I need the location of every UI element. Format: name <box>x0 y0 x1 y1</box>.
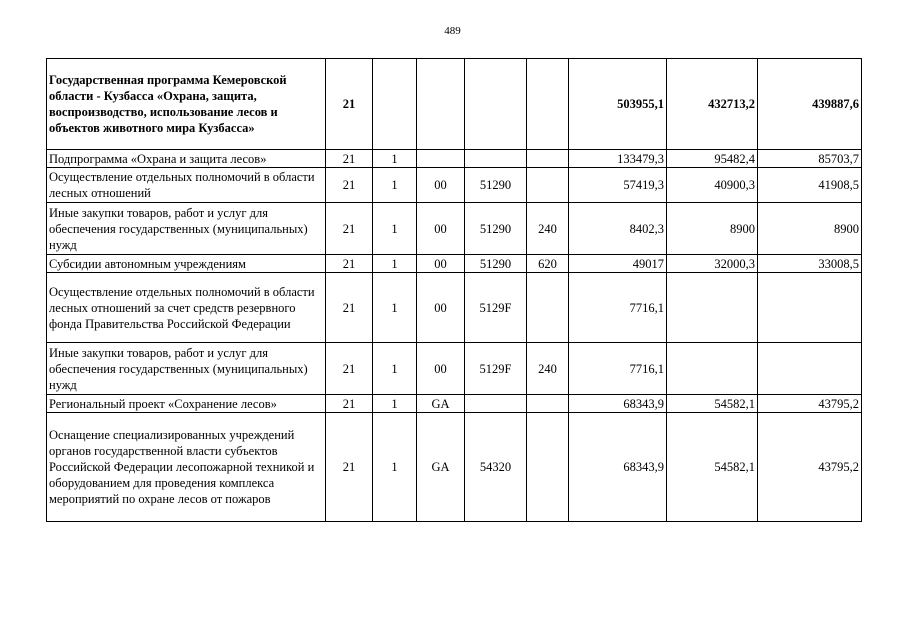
code-cell <box>465 59 527 150</box>
amount-cell: 40900,3 <box>667 168 758 203</box>
code-cell: 21 <box>326 203 373 255</box>
row-name: Оснащение специализированных учреждений органов государственной власти субъектов Российской Федерации лесопожарной техникой и оборудованием для проведения комплекса мероприятий по охране лесов от пожаров <box>47 413 326 522</box>
code-cell: 21 <box>326 395 373 413</box>
table-row <box>47 255 862 273</box>
code-cell: 1 <box>373 150 417 168</box>
row-name: Подпрограмма «Охрана и защита лесов» <box>47 150 326 168</box>
table-row <box>47 168 862 203</box>
amount-cell: 57419,3 <box>569 168 667 203</box>
amount-cell: 33008,5 <box>758 255 862 273</box>
row-name: Государственная программа Кемеровской области - Кузбасса «Охрана, защита, воспроизводство, использование лесов и объектов животного мира Кузбасса» <box>47 59 326 150</box>
code-cell: 51290 <box>465 255 527 273</box>
amount-cell: 68343,9 <box>569 395 667 413</box>
code-cell: 1 <box>373 273 417 343</box>
code-cell: 00 <box>417 168 465 203</box>
row-name: Осуществление отдельных полномочий в области лесных отношений за счет средств резервного фонда Правительства Российской Федерации <box>47 273 326 343</box>
amount-cell: 8900 <box>758 203 862 255</box>
row-name: Региональный проект «Сохранение лесов» <box>47 395 326 413</box>
amount-cell: 8900 <box>667 203 758 255</box>
table-row <box>47 343 862 395</box>
code-cell: 21 <box>326 255 373 273</box>
table-row <box>47 395 862 413</box>
budget-table <box>46 58 862 522</box>
code-cell: 51290 <box>465 203 527 255</box>
code-cell: 1 <box>373 395 417 413</box>
row-name: Осуществление отдельных полномочий в области лесных отношений <box>47 168 326 203</box>
code-cell: 240 <box>527 203 569 255</box>
table-row <box>47 273 862 343</box>
code-cell: 51290 <box>465 168 527 203</box>
amount-cell: 54582,1 <box>667 395 758 413</box>
code-cell <box>373 59 417 150</box>
code-cell: 620 <box>527 255 569 273</box>
code-cell: 21 <box>326 150 373 168</box>
code-cell: 5129F <box>465 273 527 343</box>
amount-cell: 43795,2 <box>758 395 862 413</box>
amount-cell: 439887,6 <box>758 59 862 150</box>
code-cell <box>465 150 527 168</box>
row-name: Субсидии автономным учреждениям <box>47 255 326 273</box>
table-row <box>47 413 862 522</box>
amount-cell: 7716,1 <box>569 273 667 343</box>
table-row <box>47 59 862 150</box>
code-cell: 00 <box>417 255 465 273</box>
code-cell: GA <box>417 395 465 413</box>
code-cell <box>417 59 465 150</box>
row-name: Иные закупки товаров, работ и услуг для обеспечения государственных (муниципальных) нужд <box>47 343 326 395</box>
amount-cell: 7716,1 <box>569 343 667 395</box>
amount-cell: 95482,4 <box>667 150 758 168</box>
code-cell <box>527 273 569 343</box>
amount-cell: 68343,9 <box>569 413 667 522</box>
code-cell: 5129F <box>465 343 527 395</box>
code-cell: 21 <box>326 273 373 343</box>
amount-cell: 85703,7 <box>758 150 862 168</box>
amount-cell: 49017 <box>569 255 667 273</box>
amount-cell: 54582,1 <box>667 413 758 522</box>
code-cell <box>527 150 569 168</box>
row-name: Иные закупки товаров, работ и услуг для обеспечения государственных (муниципальных) нужд <box>47 203 326 255</box>
code-cell: 00 <box>417 343 465 395</box>
code-cell: GA <box>417 413 465 522</box>
amount-cell <box>758 343 862 395</box>
code-cell: 21 <box>326 168 373 203</box>
code-cell: 240 <box>527 343 569 395</box>
code-cell <box>527 168 569 203</box>
code-cell: 21 <box>326 59 373 150</box>
code-cell <box>417 150 465 168</box>
amount-cell: 43795,2 <box>758 413 862 522</box>
amount-cell: 32000,3 <box>667 255 758 273</box>
code-cell: 21 <box>326 343 373 395</box>
code-cell: 1 <box>373 255 417 273</box>
code-cell: 21 <box>326 413 373 522</box>
table-row <box>47 150 862 168</box>
amount-cell <box>758 273 862 343</box>
code-cell <box>527 395 569 413</box>
amount-cell: 133479,3 <box>569 150 667 168</box>
amount-cell: 8402,3 <box>569 203 667 255</box>
code-cell <box>527 59 569 150</box>
amount-cell: 41908,5 <box>758 168 862 203</box>
amount-cell <box>667 273 758 343</box>
code-cell: 1 <box>373 413 417 522</box>
code-cell: 00 <box>417 273 465 343</box>
code-cell <box>527 413 569 522</box>
table-row <box>47 203 862 255</box>
amount-cell <box>667 343 758 395</box>
code-cell <box>465 395 527 413</box>
amount-cell: 503955,1 <box>569 59 667 150</box>
amount-cell: 432713,2 <box>667 59 758 150</box>
code-cell: 00 <box>417 203 465 255</box>
code-cell: 1 <box>373 168 417 203</box>
code-cell: 1 <box>373 203 417 255</box>
code-cell: 1 <box>373 343 417 395</box>
code-cell: 54320 <box>465 413 527 522</box>
page-number: 489 <box>444 25 461 37</box>
